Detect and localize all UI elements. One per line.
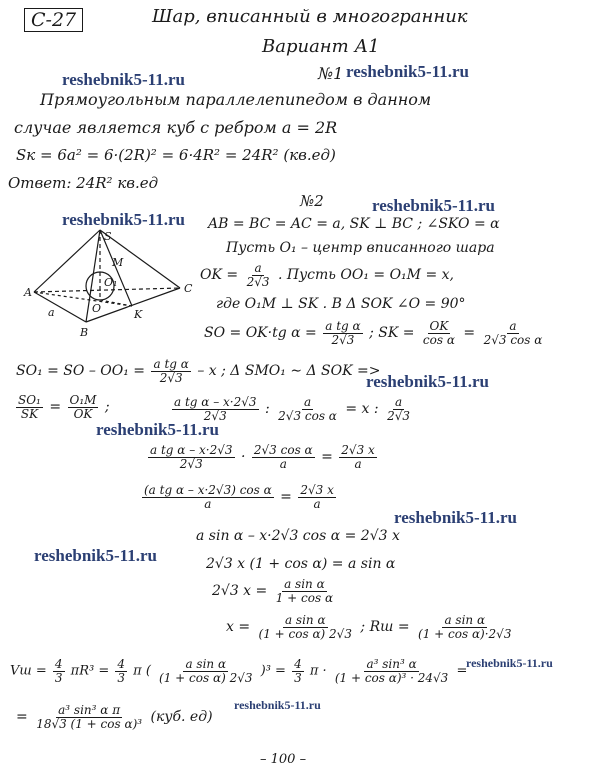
problem1-formula: Sк = 6a² = 6·(2R)² = 6·4R² = 24R² (кв.ед) bbox=[16, 146, 336, 164]
equation-7: x = $\frac{\text{a sin α}}{\text{(1 + cos α) 2√3}}$ ; Rш = $\frac{\text{a sin α}}{\text{(1 + cos α)·2√3}}$ bbox=[226, 613, 512, 641]
watermark: reshebnik5-11.ru bbox=[466, 656, 553, 670]
equation-1: $\frac{\text{a tg α – x·2√3}}{2√3}$ : $\frac{a}{\text{2√3 cos α}}$ = x : $\frac{a}{2√3}$ bbox=[174, 395, 410, 423]
so-line: SO = OK·tg α = $\frac{\text{a tg α}}{2√3}$ ; SK = $\frac{OK}{\text{cos α}}$ = $\frac{a}{\text{2√3 cos α}}$ bbox=[204, 319, 543, 347]
problem2-let: Пусть O₁ – центр вписанного шара bbox=[226, 240, 495, 256]
label-a: a bbox=[48, 306, 55, 319]
label-O1: O₁ bbox=[104, 276, 118, 289]
watermark: reshebnik5-11.ru bbox=[96, 420, 219, 439]
edge-SA bbox=[34, 230, 100, 292]
label-S: S bbox=[104, 230, 112, 243]
where-line: где O₁M ⊥ SK . В Δ SOK ∠O = 90° bbox=[216, 296, 466, 312]
label-O: O bbox=[92, 302, 102, 315]
problem1-line1: Прямоугольным параллелепипедом в данном bbox=[40, 90, 432, 109]
problem1-number: №1 bbox=[318, 64, 344, 83]
watermark: reshebnik5-11.ru bbox=[34, 546, 157, 565]
problem1-answer: Ответ: 24R² кв.ед bbox=[8, 174, 159, 192]
label-C: C bbox=[184, 282, 193, 295]
watermark: reshebnik5-11.ru bbox=[346, 62, 469, 81]
equation-2: $\frac{\text{a tg α – x·2√3}}{2√3}$ · $\frac{\text{2√3 cos α}}{a}$ = $\frac{2√3 x}{a}$ bbox=[150, 443, 375, 471]
watermark: reshebnik5-11.ru bbox=[372, 196, 495, 215]
watermark: reshebnik5-11.ru bbox=[394, 508, 517, 527]
equation-4: a sin α – x·2√3 cos α = 2√3 x bbox=[196, 528, 400, 544]
section-label: С-27 bbox=[24, 8, 83, 32]
ok-line: OK = $\frac{a}{2√3}$ . Пусть OO₁ = O₁M = x, bbox=[200, 261, 454, 289]
volume-line: Vш = $\frac{4}{3}$ πR³ = $\frac{4}{3}$ π ( $\frac{\text{a sin α}}{\text{(1 + cos α) 2√3}}$ )³ = $\frac{4}{3}$ π · $\frac{\text{a³ sin³ α}}{\text{(1 + cos α)³ · 24√3}}$ = bbox=[10, 657, 468, 685]
equation-5: 2√3 x (1 + cos α) = a sin α bbox=[206, 556, 396, 572]
page-number: – 100 – bbox=[260, 752, 307, 767]
label-K: K bbox=[134, 308, 143, 321]
page-title: Шар, вписанный в многогранник bbox=[152, 6, 468, 27]
watermark: reshebnik5-11.ru bbox=[366, 372, 489, 391]
median-AK bbox=[34, 292, 132, 306]
segment-OK bbox=[100, 300, 132, 306]
label-B: B bbox=[80, 326, 89, 339]
variant-title: Вариант А1 bbox=[262, 36, 380, 57]
so1-line: SO₁ = SO – OO₁ = $\frac{\text{a tg α}}{2√3}$ – x ; Δ SMO₁ ∼ Δ SOK => bbox=[16, 357, 381, 385]
edge-AB bbox=[34, 292, 86, 322]
problem2-number: №2 bbox=[300, 192, 324, 210]
watermark: reshebnik5-11.ru bbox=[62, 70, 185, 89]
problem1-line2: случае является куб с ребром a = 2R bbox=[14, 118, 338, 137]
result-line: = $\frac{\text{a³ sin³ α π}}{\text{18√3 (1 + cos α)³}}$ (куб. ед) bbox=[16, 703, 213, 731]
pyramid-figure bbox=[24, 230, 200, 350]
label-M: M bbox=[112, 256, 124, 269]
equation-3: $\frac{\text{(a tg α – x·2√3) cos α}}{a}$ = $\frac{2√3 x}{a}$ bbox=[144, 483, 334, 511]
equation-6: 2√3 x = $\frac{\text{a sin α}}{\text{1 + cos α}}$ bbox=[212, 577, 334, 605]
proportion-line: $\frac{\text{SO₁}}{SK}$ = $\frac{\text{O₁M}}{OK}$ ; bbox=[18, 393, 110, 421]
watermark: reshebnik5-11.ru bbox=[234, 698, 321, 712]
problem2-given: AB = BC = AC = a, SK ⊥ BC ; ∠SKO = α bbox=[208, 216, 500, 232]
label-A: A bbox=[24, 286, 32, 299]
watermark: reshebnik5-11.ru bbox=[62, 210, 185, 229]
